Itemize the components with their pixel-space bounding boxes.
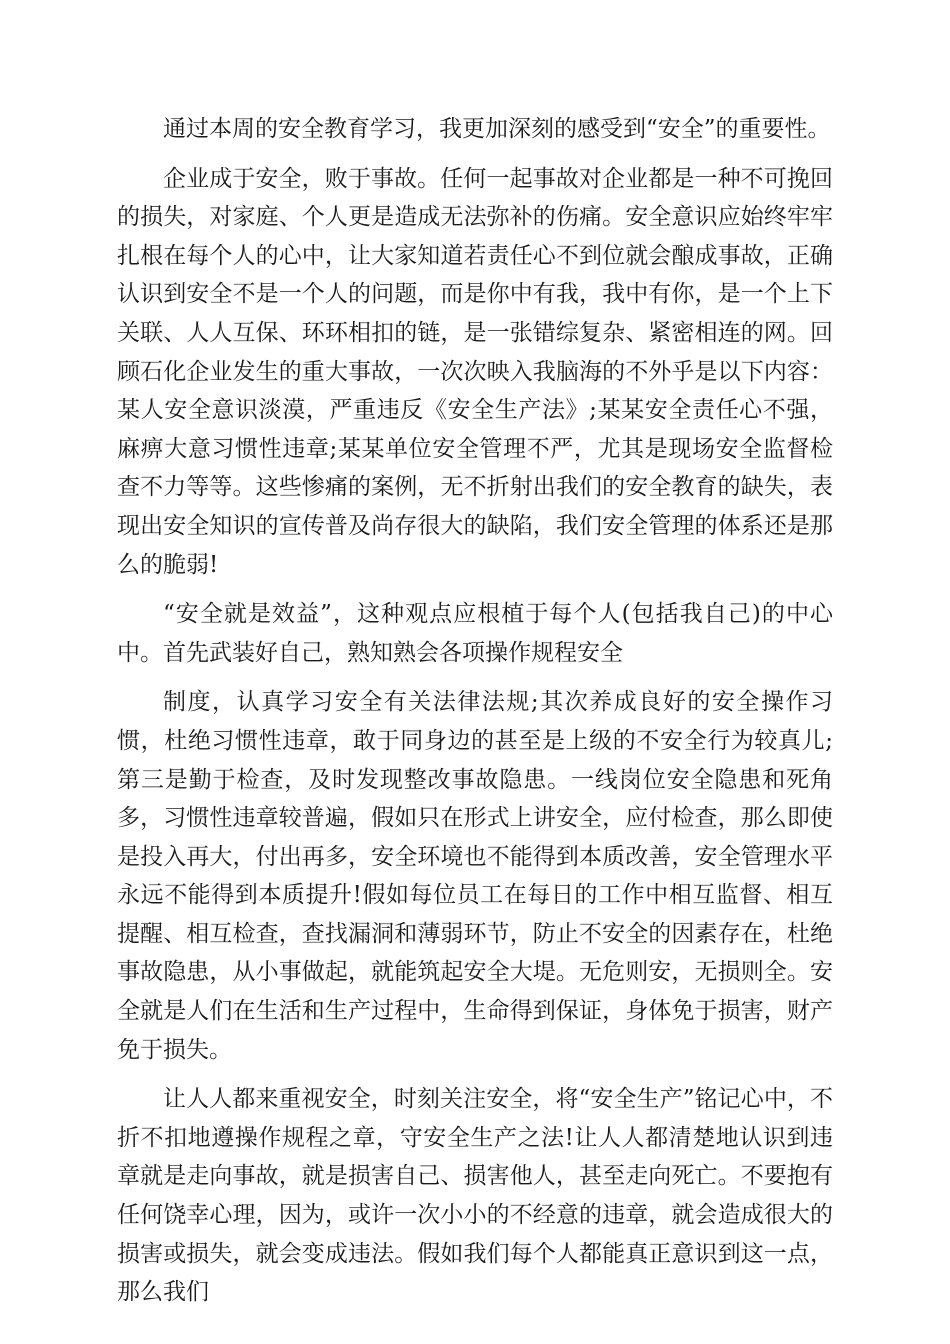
paragraph-regulations: 制度，认真学习安全有关法律法规;其次养成良好的安全操作习惯，杜绝习惯性违章，敢于同身边的甚至是上级的不安全行为较真儿;第三是勤于检查，及时发现整改事故隐患。一线岗位安全隐患和死角多，习惯性违章较普遍，假如只在形式上讲安全，应付检查，那么即使是投入再大，付出再多，安全环境也不能得到本质改善，安全管理水平永远不能得到本质提升!假如每位员工在每日的工作中相互监督、相互提醒、相互检查，查找漏洞和薄弱环节，防止不安全的因素存在，杜绝事故隐患，从小事做起，就能筑起安全大堤。无危则安，无损则全。安全就是人们在生活和生产过程中，生命得到保证，身体免于损害，财产免于损失。: [117, 689, 833, 1063]
document-body: [117, 110, 833, 1323]
paragraph-intro: 通过本周的安全教育学习，我更加深刻的感受到“安全”的重要性。: [163, 116, 831, 142]
paragraph-everyone: 让人人都来重视安全，时刻关注安全，将“安全生产”铭记心中，不折不扣地遵操作规程之章，守安全生产之法!让人人都清楚地认识到违章就是走向事故，就是损害自己、损害他人，甚至走向死亡。不要抱有任何饶幸心理，因为，或许一次小小的不经意的违章，就会造成很大的损害或损失，就会变成违法。假如我们每个人都能真正意识到这一点，那么我们: [117, 1086, 833, 1306]
paragraph-safety-benefit: “安全就是效益”，这种观点应根植于每个人(包括我自己)的中心中。首先武装好自己，熟知熟会各项操作规程安全: [117, 601, 833, 666]
paragraph-accidents: 企业成于安全，败于事故。任何一起事故对企业都是一种不可挽回的损失，对家庭、个人更是造成无法弥补的伤痛。安全意识应始终牢牢扎根在每个人的心中，让大家知道若责任心不到位就会酿成事故，正确认识到安全不是一个人的问题，而是你中有我，我中有你，是一个上下关联、人人互保、环环相扣的链，是一张错综复杂、紧密相连的网。回顾石化企业发生的重大事故，一次次映入我脑海的不外乎是以下内容：某人安全意识淡漠，严重违反《安全生产法》;某某安全责任心不强，麻痹大意习惯性违章;某某单位安全管理不严，尤其是现场安全监督检查不力等等。这些惨痛的案例，无不折射出我们的安全教育的缺失，表现出安全知识的宣传普及尚存很大的缺陷，我们安全管理的体系还是那么的脆弱!: [117, 165, 833, 578]
